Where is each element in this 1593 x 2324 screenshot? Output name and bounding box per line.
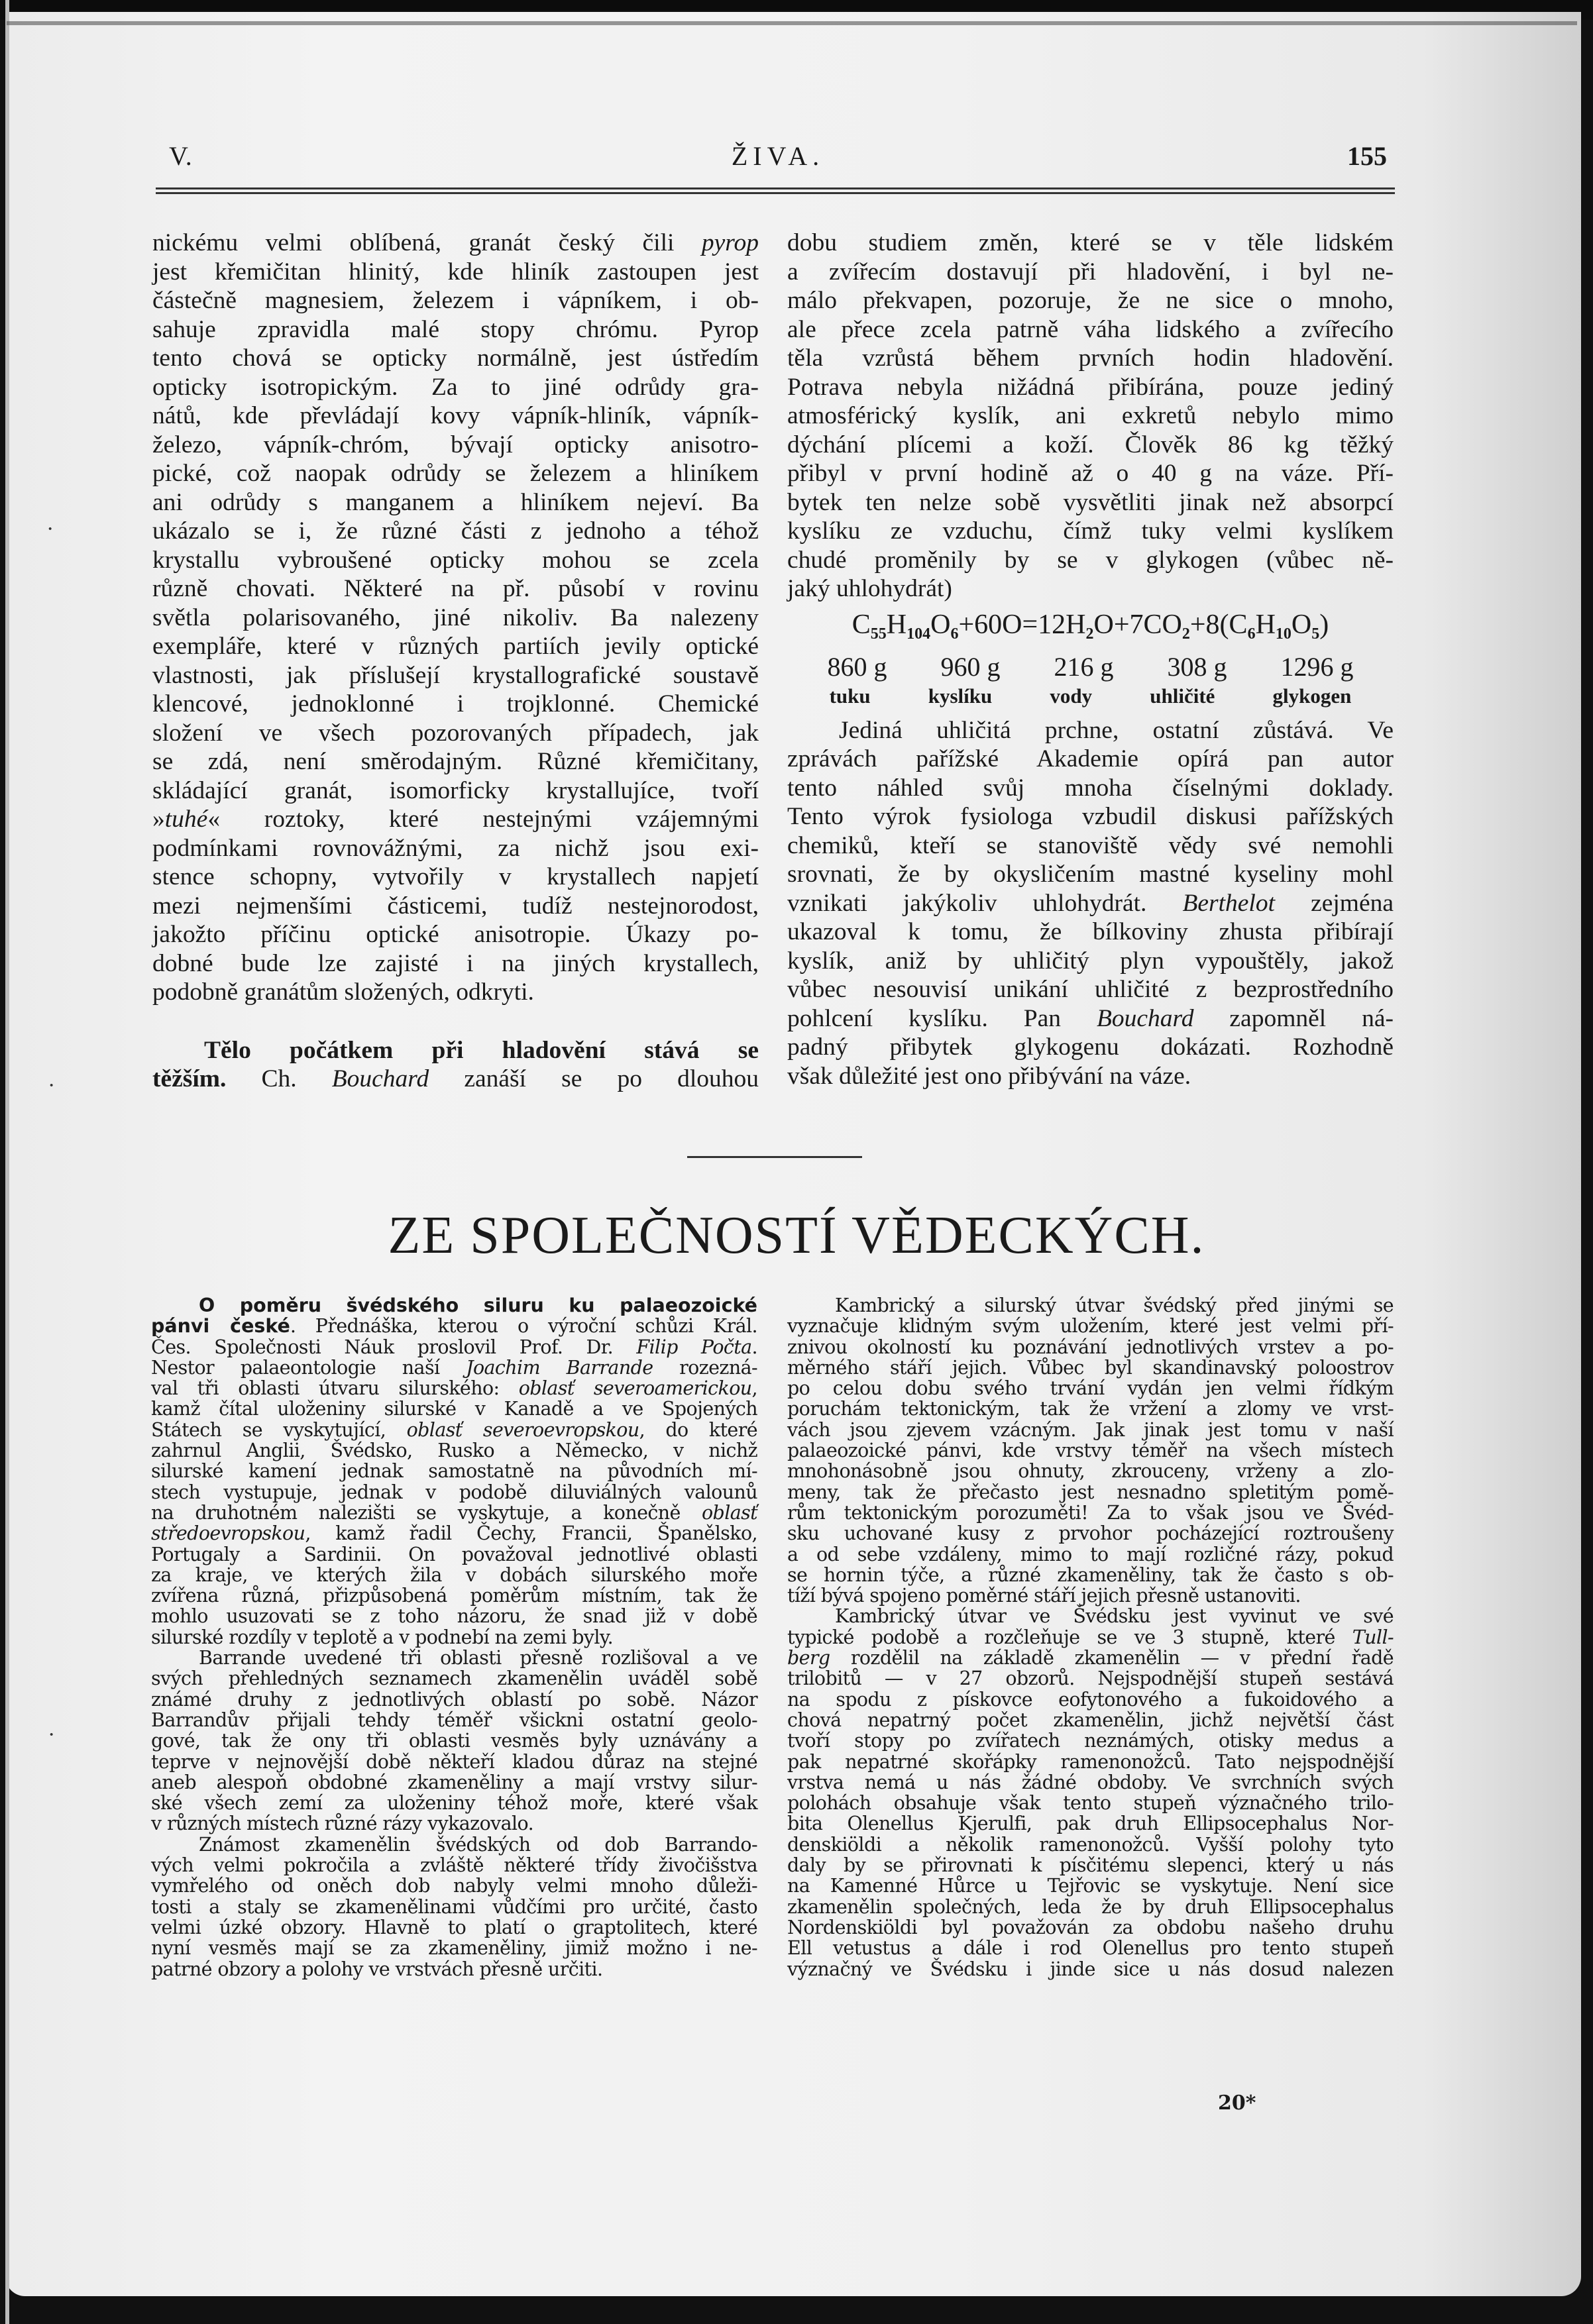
label-water: vody bbox=[1050, 684, 1093, 708]
text-line: stech vystupuje, jednak v podobě diluviálných valounů bbox=[151, 1481, 757, 1503]
text-line: tosti a staly se zkamenělinami vůdčími pro určité, často bbox=[151, 1895, 757, 1918]
text-line: dýchání plícemi a koží. Člověk 86 kg těžký bbox=[787, 431, 1394, 458]
label-fat: tuku bbox=[829, 684, 871, 708]
text-line: nickému velmi oblíbená, granát český čili pyrop bbox=[152, 229, 759, 256]
text-line: polohách obsahuje však tento stupeň význačného trilo- bbox=[787, 1792, 1394, 1815]
text-line: trilobitů — v 27 obzorů. Nejspodnější stupeň sestává bbox=[787, 1667, 1394, 1690]
text-line: mnohonásobně jsou ohnuty, zkrouceny, vrženy a zlo- bbox=[787, 1460, 1394, 1483]
text-line: jakožto příčinu optické anisotropie. Úkazy po- bbox=[152, 921, 759, 948]
text-line: Kambrický a silurský útvar švédský před jinými se bbox=[835, 1294, 1394, 1316]
text-line: velmi úzké obzory. Hlavně to platí o graptolitech, které bbox=[151, 1916, 757, 1938]
text-line: zkamenělin společných, leda že by druh Ellipsocephalus bbox=[787, 1895, 1394, 1918]
text-line: kyslíku ze vzduchu, čímž tuky velmi kyslíkem bbox=[787, 517, 1394, 545]
mass-water: 216 g bbox=[1054, 651, 1114, 682]
italic-term: Joachim Barrande bbox=[466, 1356, 653, 1379]
text-line: silurské kamení jednak samostatně na původních mí- bbox=[151, 1460, 757, 1483]
text-line: Nordenskiöldi byl považován za obdobu našeho druhu bbox=[787, 1916, 1394, 1938]
mass-co2: 308 g bbox=[1167, 651, 1227, 682]
italic-term: oblasť severoamerickou bbox=[518, 1377, 752, 1400]
label-glycogen: glykogen bbox=[1272, 684, 1352, 708]
label-oxygen: kyslíku bbox=[928, 684, 993, 708]
text-line: chudé proměnily by se v glykogen (vůbec ně- bbox=[787, 546, 1394, 574]
text-line: chová nepatrný počet zkamenělin, jichž největší část bbox=[787, 1709, 1394, 1731]
italic-term: Berthelot bbox=[1182, 889, 1276, 917]
italic-term: Filip Počta bbox=[636, 1336, 752, 1358]
text-line: vlastnosti, jak příslušejí krystallografické soustavě bbox=[152, 661, 759, 689]
text-line: vůbec nesouvisí unikání uhličité z bezprostředního bbox=[787, 976, 1394, 1003]
top-left-column bbox=[152, 229, 759, 1094]
text-line: zprávách pařížské Akademie opírá pan autor bbox=[787, 745, 1394, 772]
chemical-equation bbox=[787, 607, 1394, 710]
text-line: Portugaly a Sardinii. On považoval jednotlivé oblasti bbox=[151, 1543, 757, 1565]
text-line: dobu studiem změn, které se v těle lidském bbox=[787, 229, 1394, 256]
text-line: a zvířecím dostavují při hladovění, i byl ne- bbox=[787, 258, 1394, 286]
article-left-column bbox=[151, 1295, 757, 1980]
equation-masses bbox=[787, 651, 1394, 683]
text-line: Barrandův přijali tehdy téměř všickni ostatní geolo- bbox=[151, 1709, 757, 1731]
text-line: znivou okolností ku poznávání jednotlivých vrstev a po- bbox=[787, 1336, 1394, 1358]
text-line: dobné bude lze zajisté i na jiných krystallech, bbox=[152, 949, 759, 977]
text-line: Státech se vyskytující, oblasť severoevropskou, do které bbox=[151, 1418, 757, 1441]
text-line: pohlcení kyslíku. Pan Bouchard zapomněl ná- bbox=[787, 1004, 1394, 1032]
text-line: ani odrůdy s manganem a hliníkem nejeví. Ba bbox=[152, 488, 759, 516]
text-line: daly by se přirovnati k písčitému slepenci, který u nás bbox=[787, 1854, 1394, 1877]
text-line: denskiöldi a několik ramenonožců. Vyšší polohy tyto bbox=[787, 1833, 1394, 1856]
mass-fat: 860 g bbox=[827, 651, 887, 682]
text-line: teprve v nejnovější době někteří kladou důraz na stejné bbox=[151, 1750, 757, 1773]
text-line: na Kamenné Hůrce u Tejřovic se vyskytuje. Není sice bbox=[787, 1875, 1394, 1897]
article-right-column bbox=[787, 1295, 1394, 1980]
signature-mark: 20* bbox=[1218, 2091, 1256, 2115]
italic-term: Tull- bbox=[1352, 1626, 1394, 1648]
text-line: meny, tak že přečasto jest nesnadno spletitým pomě- bbox=[787, 1481, 1394, 1503]
text-line: tvoří stopy po zvířatech neznámých, otisky medus a bbox=[787, 1730, 1394, 1752]
paragraph-berthelot bbox=[787, 716, 1394, 1091]
running-header bbox=[169, 140, 1387, 180]
text-line: mohlo usuzovati se z toho názoru, že snad již v době bbox=[151, 1605, 757, 1628]
text-line: význačný ve Švédsku i jinde sice u nás dosud nalezen bbox=[787, 1958, 1394, 1980]
equation-formula: $C_{55}H_{104}O_6+60O=12H_2O+7CO_2+8(C_6H_{10}O_5)$ bbox=[851, 609, 1329, 643]
page-number: 155 bbox=[1347, 141, 1387, 171]
article-title-cont: pánvi české bbox=[151, 1315, 290, 1338]
text-line: Barrande uvedené tři oblasti přesně rozlišoval a ve bbox=[199, 1647, 757, 1669]
text-line: po celou dobu svého trvání vydán jen velmi řídkým bbox=[787, 1377, 1394, 1400]
text-line: vách jsou zjevem vzácným. Jak jinak jest tomu v naší bbox=[787, 1418, 1394, 1441]
italic-term: oblasť bbox=[702, 1501, 757, 1524]
italic-term: oblasť severoevropskou bbox=[406, 1418, 639, 1441]
paragraph-bouchard-cont bbox=[787, 229, 1394, 604]
article-title: O poměru švédského siluru ku palaeozoické bbox=[199, 1294, 757, 1316]
text-line: složení ve všech pozorovaných případech, jak bbox=[152, 719, 759, 747]
text-line: typické podobě a rozčleňuje se ve 3 stupně, které Tull- bbox=[787, 1626, 1394, 1648]
text-line: Potrava nebyla nižádná přibírána, pouze jediný bbox=[787, 373, 1394, 401]
section-separator-rule bbox=[687, 1156, 862, 1158]
text-line: tento náhled svůj mnoha číselnými doklady. bbox=[787, 774, 1394, 802]
text-line: pak nepatrné skořápky ramenonožců. Tato nejspodnější bbox=[787, 1750, 1394, 1773]
text-line: ukázalo se i, že různé části z jednoho a téhož bbox=[152, 517, 759, 545]
text-line: na spodu z pískovce eofytonového a fukoidového a bbox=[787, 1688, 1394, 1711]
text-line: mezi nejmenšími částicemi, tudíž nestejnorodost, bbox=[152, 892, 759, 920]
text-line: »tuhé« roztoky, které nestejnými vzájemnými bbox=[152, 806, 759, 833]
margin-pencil-mark: · bbox=[48, 1073, 56, 1098]
text-line: exempláře, které v různých partiích jevily optické bbox=[152, 633, 759, 660]
text-line: svých přehledných seznamech zkamenělin uváděl sobě bbox=[151, 1667, 757, 1690]
text-line: zahrnul Anglii, Švédsko, Rusko a Německo, v nichž bbox=[151, 1440, 757, 1462]
italic-term: středoevropskou bbox=[151, 1522, 305, 1545]
text-line: Ell vetustus a dále i rod Olenellus pro tento stupeň bbox=[787, 1937, 1394, 1960]
text-line: tíží bývá spojeno poměrné stáří jejich přesně ustanoviti. bbox=[787, 1585, 1301, 1607]
text-line: v různých místech různé rázy vykazovalo. bbox=[151, 1813, 534, 1835]
subheading-weight-gain: Tělo počátkem při hladovění stává se bbox=[204, 1036, 759, 1064]
text-line: vymřelého od oněch dob nabyly velmi mnoho důleži- bbox=[151, 1875, 757, 1897]
text-line: vých velmi pokročila a zvláště některé třídy živočišstva bbox=[151, 1854, 757, 1877]
text-line: bytek ten nelze sobě vysvětliti jinak než absorpcí bbox=[787, 488, 1394, 516]
top-right-column bbox=[787, 229, 1394, 1090]
scan-border-left bbox=[5, 0, 9, 2324]
text-line: a od sebe vzdáleny, mimo to mají rozličné rázy, pokud bbox=[787, 1543, 1394, 1565]
text-line: aneb alespoň obdobné zkameněliny a mají vrstvy silur- bbox=[151, 1771, 757, 1793]
text-line: opticky isotropickým. Za to jiné odrůdy gra- bbox=[152, 373, 759, 401]
text-line: vznikati jakýkoliv uhlohydrát. Berthelot zejména bbox=[787, 889, 1394, 917]
text-line: klencové, jednoklonné i trojklonné. Chemické bbox=[152, 690, 759, 717]
text-line: krystallu vybroušené opticky mohou se zcela bbox=[152, 546, 759, 574]
text-line: poruchám tektonickým, tak že vržení a zlomy ve vrst- bbox=[787, 1398, 1394, 1420]
text-line: berg rozdělil na základě zkamenělin — v přední řadě bbox=[787, 1647, 1394, 1669]
text-line: zvířena různá, přizpůsobená poměrům místním, tak že bbox=[151, 1585, 757, 1607]
text-line: za kraje, ve kterých žila v dobách silurského moře bbox=[151, 1563, 757, 1586]
text-line: nyní vesměs mají se za zkameněliny, jimiž možno i ne- bbox=[151, 1937, 757, 1960]
text-line: jaký uhlohydrát) bbox=[787, 575, 952, 602]
text-line: jest křemičitan hlinitý, kde hliník zastoupen jest bbox=[152, 258, 759, 286]
header-double-rule bbox=[156, 187, 1395, 194]
text-line: pánvi české. Přednáška, kterou o výroční schůzi Král. bbox=[151, 1315, 757, 1338]
text-line: gové, tak že ony tři oblasti vesměs byly uznávány a bbox=[151, 1730, 757, 1752]
text-line: skládající granát, isomorficky krystallujíce, tvoří bbox=[152, 776, 759, 804]
text-line: však důležité jest ono přibývání na váze. bbox=[787, 1062, 1191, 1090]
text-line: vrstva nemá u nás žádné obdoby. Ve svrchních svých bbox=[787, 1771, 1394, 1793]
text-line: padný přibytek glykogenu dokázati. Rozhodně bbox=[787, 1033, 1394, 1061]
mass-oxygen: 960 g bbox=[940, 651, 1001, 682]
text-line: ale přece zcela patrně váha lidského a zvířecího bbox=[787, 315, 1394, 343]
text-line: měrného stáří jejich. Vůbec byl skandinavský poloostrov bbox=[787, 1356, 1394, 1379]
text-line: patrné obzory a polohy ve vrstvách přesně určiti. bbox=[151, 1958, 603, 1980]
text-line: srovnati, že by okysličením mastné kyseliny mohl bbox=[787, 861, 1394, 888]
text-line: sahuje zpravidla malé stopy chrómu. Pyrop bbox=[152, 315, 759, 343]
text-line: sku uchované kusy z prvohor pocházející roztroušeny bbox=[787, 1522, 1394, 1545]
text-line: ukazoval k tomu, že bílkoviny zhusta přibírají bbox=[787, 918, 1394, 945]
text-line: nátů, kde převládají kovy vápník-hliník, vápník- bbox=[152, 402, 759, 429]
text-line: silurské rozdíly v teplotě a v podnebí na zemi byly. bbox=[151, 1626, 614, 1648]
journal-title: ŽIVA. bbox=[731, 141, 825, 171]
text-line: bita Olenellus Kjerulfi, pak druh Ellipsocephalus Nor- bbox=[787, 1813, 1394, 1835]
italic-term: pyrop bbox=[701, 229, 759, 256]
text-line: různě chovati. Některé na př. působí v rovinu bbox=[152, 575, 759, 602]
text-line: Čes. Společnosti Náuk proslovil Prof. Dr. Filip Počta. bbox=[151, 1336, 757, 1358]
text-line: Tento výrok fysiologa vzbudil diskusi pařížských bbox=[787, 803, 1394, 830]
text-line: světla polarisovaného, jiné nikoliv. Ba nalezeny bbox=[152, 604, 759, 631]
text-line: Kambrický útvar ve Švédsku jest vyvinut ve své bbox=[835, 1605, 1394, 1628]
text-line: Nestor palaeontologie naší Joachim Barrande rozezná- bbox=[151, 1356, 757, 1379]
text-line: rům tektonickým porozuměti! Za to však jsou ve Švéd- bbox=[787, 1501, 1394, 1524]
text-line: Jediná uhličitá prchne, ostatní zůstává. Ve bbox=[839, 716, 1394, 744]
section-title: ZE SPOLEČNOSTÍ VĚDECKÝCH. bbox=[388, 1206, 1205, 1265]
text-line: vyznačuje klidným svým uložením, které jest velmi pří- bbox=[787, 1315, 1394, 1338]
text-line: přibyl v první hodině až o 40 g na váze. Pří- bbox=[787, 460, 1394, 487]
text-line: podobně granátům složených, odkryti. bbox=[152, 978, 534, 1006]
text-line: se hornin týče, a různé zkameněliny, tak že často s ob- bbox=[787, 1563, 1394, 1586]
label-co2: uhličité bbox=[1150, 684, 1215, 708]
mass-glycogen: 1296 g bbox=[1280, 651, 1354, 682]
text-line: val tři oblasti útvaru silurského: oblasť severoamerickou, bbox=[151, 1377, 757, 1400]
text-line: pické, což naopak odrůdy se železem a hliníkem bbox=[152, 460, 759, 487]
text-line: středoevropskou, kamž řadil Čechy, Francii, Španělsko, bbox=[151, 1522, 757, 1545]
text-line: na druhotném nalezišti se vyskytuje, a konečně oblasť bbox=[151, 1501, 757, 1524]
text-line: železo, vápník-chróm, bývají opticky anisotro- bbox=[152, 431, 759, 458]
text-line: těžším. Ch. Bouchard zanáší se po dlouhou bbox=[152, 1065, 759, 1092]
text-line: málo překvapen, pozoruje, že ne sice o mnoho, bbox=[787, 287, 1394, 314]
equation-labels bbox=[787, 683, 1394, 710]
margin-pencil-mark: · bbox=[48, 1722, 56, 1747]
text-line: stence schopny, vytvořily v krystallech napjetí bbox=[152, 863, 759, 890]
text-line: těla vzrůstá během prvních hodin hladovění. bbox=[787, 344, 1394, 372]
margin-pencil-mark: · bbox=[46, 517, 54, 541]
text-line: palaeozoické pánvi, kde vrstvy téměř na všech místech bbox=[787, 1440, 1394, 1462]
text-line: atmosférický kyslík, ani exkretů nebylo mimo bbox=[787, 402, 1394, 429]
text-line: kyslík, aniž by uhličitý plyn vypouštěly, jakož bbox=[787, 947, 1394, 975]
text-line: se zdá, není směrodajným. Různé křemičitany, bbox=[152, 748, 759, 775]
text-line: Známost zkamenělin švédských od dob Barrando- bbox=[199, 1833, 757, 1856]
text-line: ské všech zemí za uloženiny téhož moře, které však bbox=[151, 1792, 757, 1815]
text-line: tento chová se opticky normálně, jest ústředím bbox=[152, 344, 759, 372]
italic-term: tuhé bbox=[164, 806, 208, 833]
text-line: částečně magnesiem, železem i vápníkem, i ob- bbox=[152, 287, 759, 314]
text-line: chemiků, kteří se stanoviště vědy své nemohli bbox=[787, 831, 1394, 859]
text-line: kamž čítal uloženiny silurské v Kanadě a ve Spojených bbox=[151, 1398, 757, 1420]
italic-term: Bouchard bbox=[1096, 1004, 1194, 1032]
scan-artifact-line bbox=[7, 21, 1577, 25]
volume-number: V. bbox=[169, 141, 193, 171]
text-line: podmínkami rovnovážnými, za nichž jsou exi- bbox=[152, 834, 759, 862]
italic-term: berg bbox=[787, 1647, 830, 1669]
text-line: známé druhy z jednotlivých oblastí po sobě. Názor bbox=[151, 1688, 757, 1711]
